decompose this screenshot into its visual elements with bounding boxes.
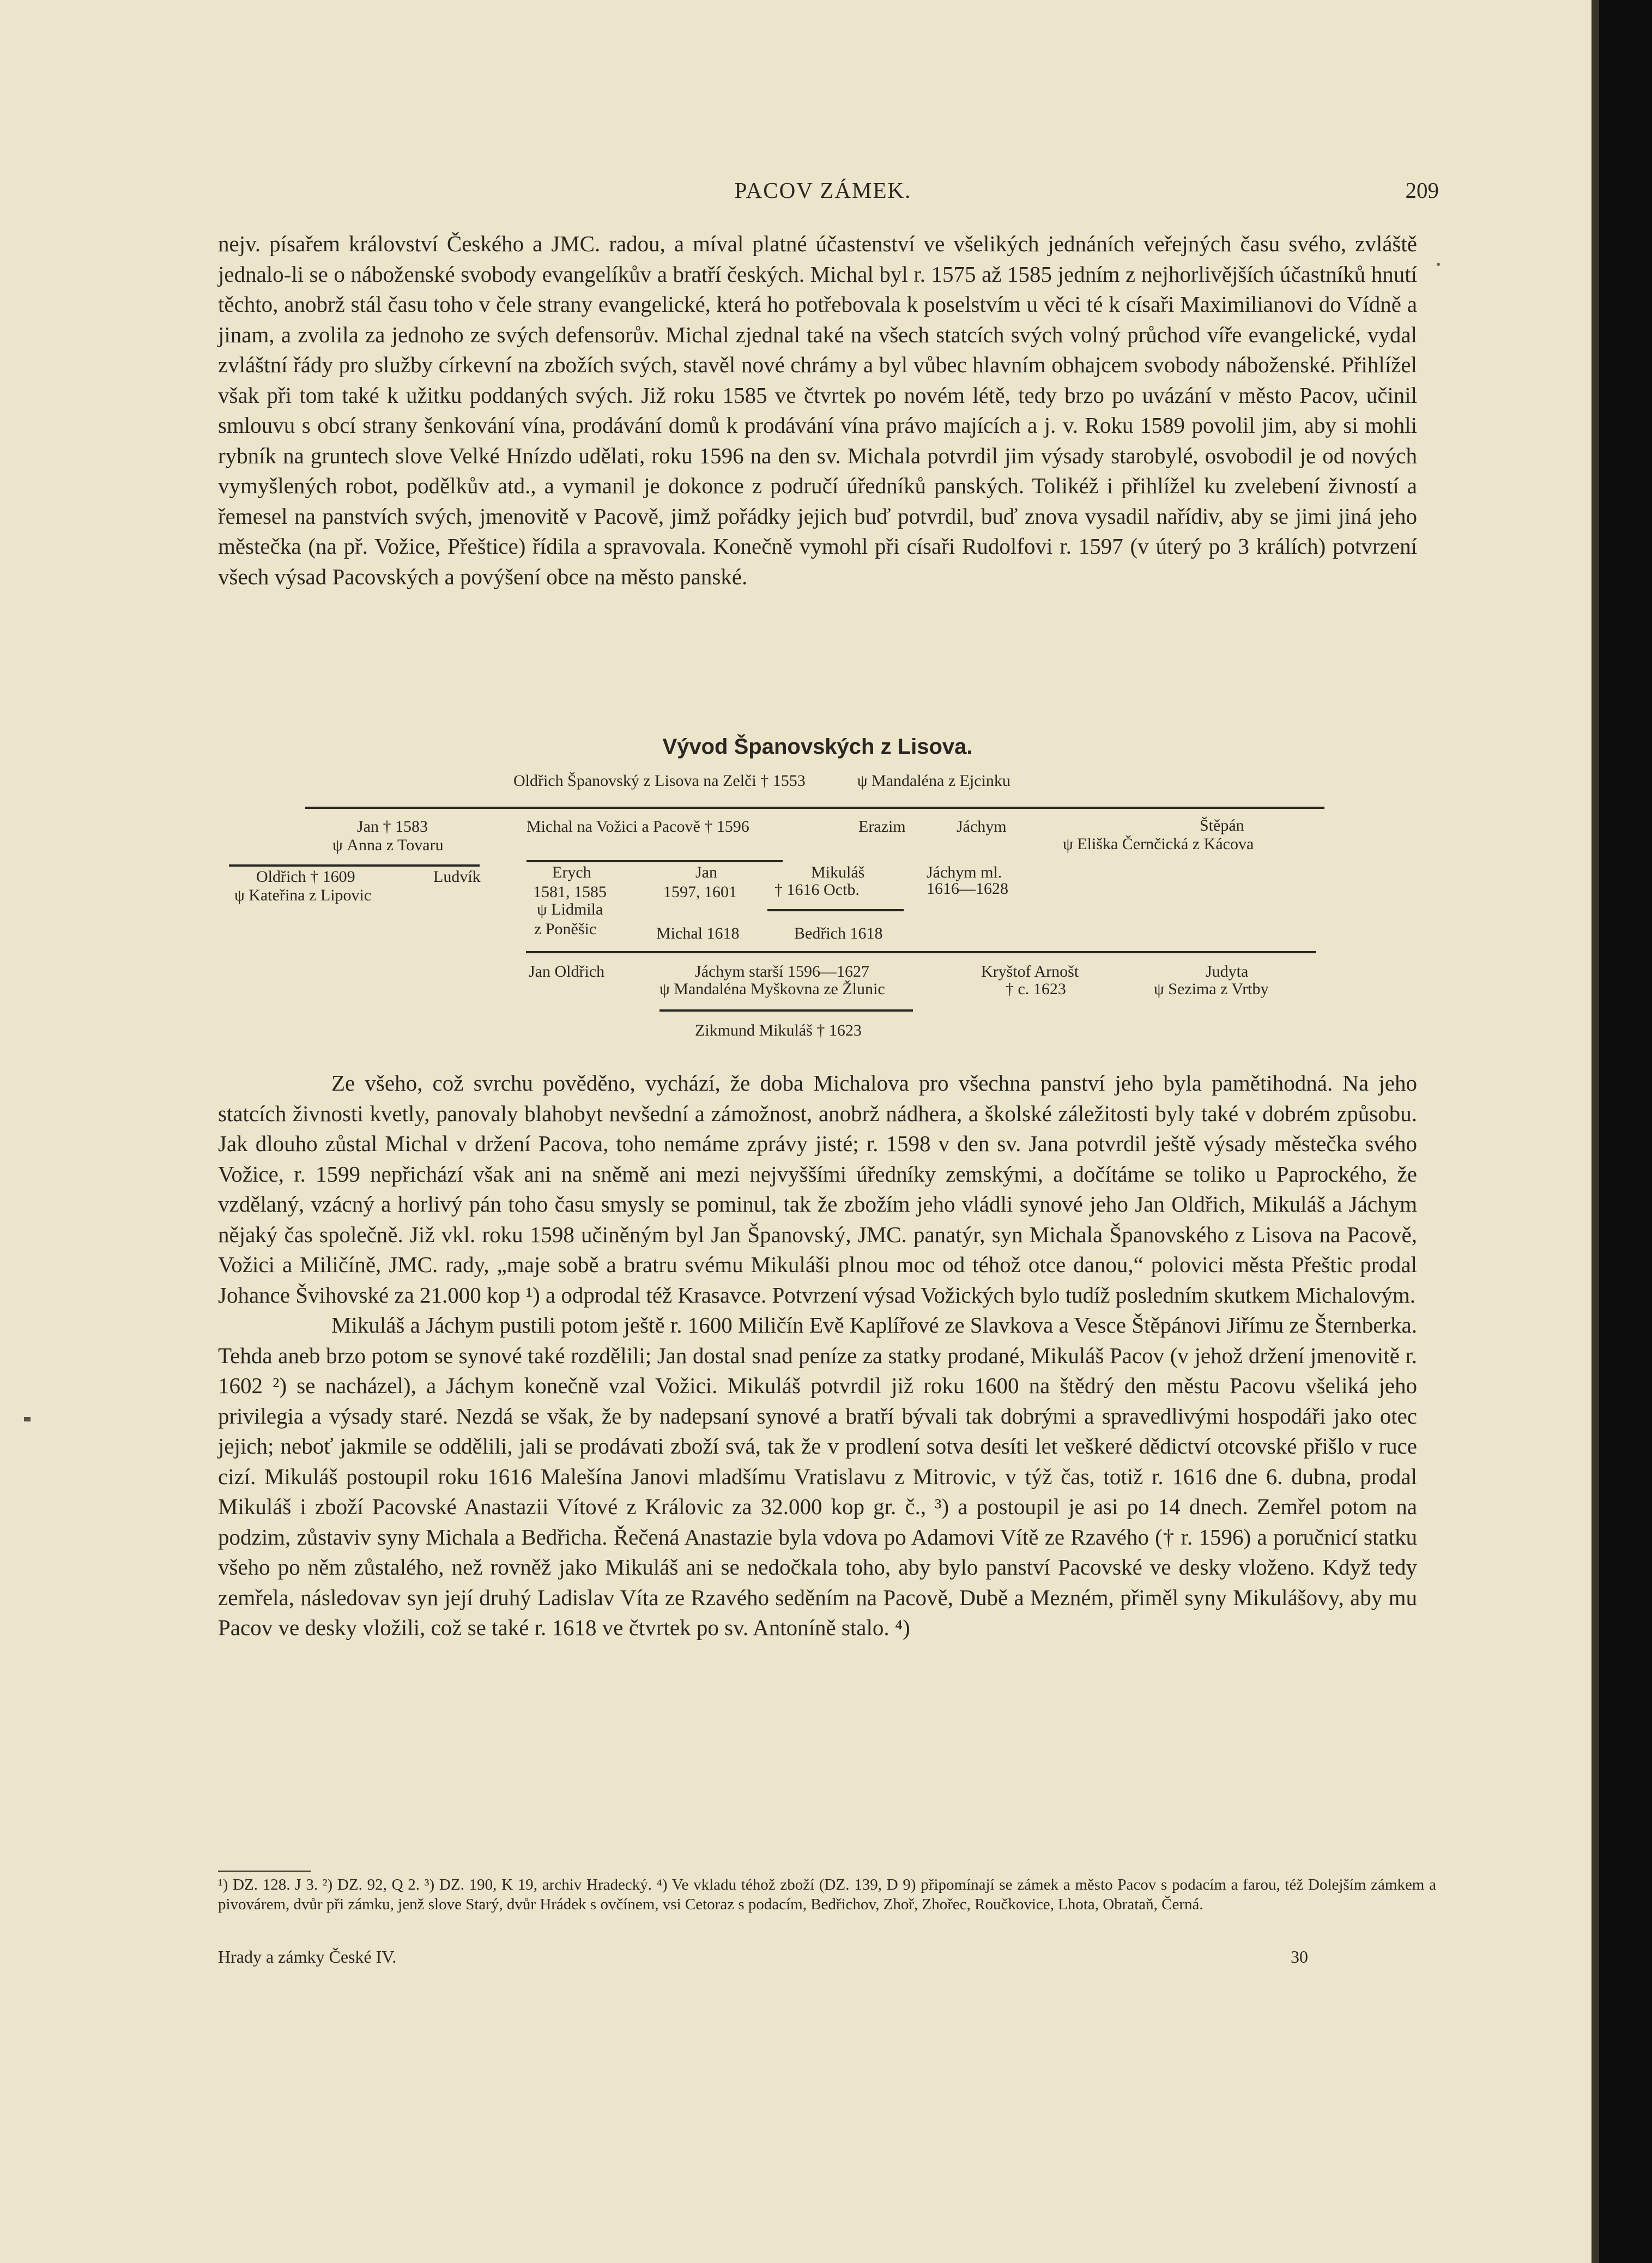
paragraph-2: Ze všeho, což svrchu pověděno, vychází, že doba Michalova pro všechna panství jeho byla pamětihodná. Na jeho statcích živnosti kvetly, panovaly blahobyt nevšední a zámožnost, anobrž nádhera, a školské záležitosti byly také v dobrém způsobu. Jak dlouho zůstal Michal v držení Pacova, toho nemáme zprávy jisté; r. 1598 v den sv. Jana potvrdil ještě výsady městečka svého Vožice, r. 1599 nepřichází však ani na sněmě ani mezi nejvyššími úředníky zemskými, a dočítáme se toliko u Paprockého, že vzdělaný, vzácný a horlivý pán toho času smysly se pominul, tak že zbožím jeho vládli synové jeho Jan Oldřich, Mikuláš a Jáchym nějaký čas společně. Již vkl. roku 1598 učiněným byl Jan Španovský, JMC. panatýr, syn Michala Španovského z Lisova na Pacově, Vožici a Miličíně, JMC. rady, „maje sobě a bratru svému Mikuláši plnou moc od téhož otce danou,“ polovici města Přeštic prodal Johance Švihovské za 21.000 kop ¹) a odprodal též Krasavce. Potvrzení výsad Vožických bylo tudíž posledním skutkem Michalovým. (218, 1070, 1417, 1308)
gen-jachym-st: Jáchym starší 1596—1627 (695, 963, 869, 981)
gen-rule-5 (659, 1009, 913, 1012)
footnote-rule (218, 1871, 311, 1872)
paragraphs-lower (218, 1068, 1417, 1643)
gen-jachym-ml-years: 1616—1628 (927, 880, 1008, 898)
gen-erazim: Erazim (858, 818, 906, 836)
scan-edge (1592, 0, 1652, 2263)
gen-root (513, 771, 1010, 791)
gen-judyta: Judyta (1206, 963, 1249, 981)
gen-erych-years: 1581, 1585 (533, 883, 607, 901)
gen-michal: Michal na Vožici a Pacově † 1596 (527, 818, 749, 836)
gen-root-left: Oldřich Španovský z Lisova na Zelči † 1553 (513, 772, 806, 790)
paragraph-1 (218, 229, 1417, 592)
gen-jan1-wife: ψ Anna z Tovaru (332, 836, 444, 854)
gen-jan-oldrich: Jan Oldřich (529, 963, 605, 981)
gen-stepan-wife: ψ Eliška Černčická z Kácova (1063, 835, 1254, 853)
scan-edge-band (1592, 0, 1599, 2263)
gen-ludvik: Ludvík (433, 868, 481, 886)
gen-mikulas-death: † 1616 Octb. (774, 881, 860, 899)
gen-judyta-husband: ψ Sezima z Vrtby (1154, 980, 1269, 998)
gen-rule-1 (305, 807, 1324, 809)
gen-jachym: Jáchym (957, 818, 1007, 836)
gen-krystof: Kryštof Arnošt (981, 963, 1079, 981)
margin-speck (1437, 263, 1440, 266)
gen-rule-3 (767, 909, 904, 911)
genealogy-title: Vývod Španovských z Lisova. (662, 735, 973, 759)
gen-stepan: Štěpán (1200, 816, 1244, 834)
gen-oldrich2-wife: ψ Kateřina z Lipovic (234, 886, 372, 904)
margin-mark (24, 1417, 31, 1421)
gen-erych: Erych (552, 863, 591, 881)
gen-oldrich2: Oldřich † 1609 (256, 868, 355, 886)
gen-erych-wife2: z Poněšic (534, 920, 597, 938)
footnotes: ¹) DZ. 128. J 3. ²) DZ. 92, Q 2. ³) DZ. 190, K 19, archiv Hradecký. ⁴) Ve vkladu téhož zboží (DZ. 139, D 9) připomínají se zámek a město Pacov s podacím a farou, též Dolejším zámkem a pivovárem, dvůr při zámku, jenž slove Starý, dvůr Hrádek s ovčínem, vsi Cetoraz s podacím, Bedřichov, Zhoř, Zhořec, Roučkovice, Lhota, Obrataň, Černá. (218, 1876, 1436, 1913)
gen-jan2: Jan (695, 863, 717, 881)
signature-number: 30 (1291, 1947, 1308, 1966)
gen-michal2: Michal 1618 (656, 924, 740, 942)
gen-mikulas: Mikuláš (811, 863, 865, 881)
gen-rule-4 (526, 951, 1316, 953)
gen-jachym-ml: Jáchym ml. (927, 863, 1002, 881)
gen-root-right: ψ Mandaléna z Ejcinku (857, 772, 1010, 790)
paragraph-3: Mikuláš a Jáchym pustili potom ještě r. 1600 Miličín Evě Kaplířové ze Slavkova a Vesce Štěpánovi Jiřímu ze Šternberka. Tehda aneb brzo potom se synové také rozdělili; Jan dostal snad peníze za statky prodané, Mikuláš Pacov (v jehož držení jmenovitě r. 1602 ²) se nacházel), a Jáchym konečně vzal Vožici. Mikuláš potvrdil již roku 1600 na štědrý den městu Pacovu všeliká jeho privilegia a výsady staré. Nezdá se však, že by nadepsaní synové a bratří bývali tak dobrými a spravedlivými hospodáři jako otec jejich; neboť jakmile se oddělili, jali se prodávati zboží svá, tak že v prodlení sotva desíti let veškeré dědictví otcovské přišlo v ruce cizí. Mikuláš postoupil roku 1616 Malešína Janovi mladšímu Vratislavu z Mitrovic, v týž čas, totiž r. 1616 dne 6. dubna, prodal Mikuláš i zboží Pacovské Anastazii Vítové z Královic za 32.000 kop gr. č., ³) a postoupil je asi po 14 dnech. Zemřel potom na podzim, zůstaviv syny Michala a Bedřicha. Řečená Anastazie byla vdova po Adamovi Vítě ze Rzavého († r. 1596) a poručnicí statku všeho po něm zůstalého, než rovněž jako Mikuláš ani se nedočkala toho, aby bylo panství Pacovské ve desky vloženo. Když tedy zemřela, následovav syn její druhý Ladislav Víta ze Rzavého seděním na Pacově, Dubě a Mezném, přiměl syny Mikulášovy, aby mu Pacov ve desky vložili, což se také r. 1618 ve čtvrtek po sv. Antoníně stalo. ⁴) (218, 1312, 1417, 1640)
gen-zikmund: Zikmund Mikuláš † 1623 (695, 1021, 862, 1039)
gen-krystof-death: † c. 1623 (1006, 980, 1066, 998)
gen-jan2-years: 1597, 1601 (663, 883, 737, 901)
footer-title: Hrady a zámky České IV. (218, 1947, 397, 1966)
running-header: PACOV ZÁMEK. (734, 178, 912, 203)
page-number: 209 (1405, 178, 1439, 203)
gen-jachym-st-wife: ψ Mandaléna Myškovna ze Žlunic (659, 980, 885, 998)
paragraph-1-text: nejv. písařem království Českého a JMC. radou, a míval platné účastenství ve všelikých jednáních veřejných času svého, zvláště jednalo-li se o náboženské svobody evangelíkův a bratří českých. Michal byl r. 1575 až 1585 jedním z nejhorlivějších účastníků hnutí těchto, anobrž stál času toho v čele strany evangelické, která ho potřebovala k poselstvím u věci té k císaři Maximilianovi do Vídně a jinam, a zvolila za jednoho ze svých defensorův. Michal zjednal také na všech statcích svých volný průchod víře evangelické, vydal zvláštní řády pro služby církevní na zbožích svých, stavěl nové chrámy a byl vůbec hlavním obhajcem svobody náboženské. Přihlížel však při tom také k užitku poddaných svých. Již roku 1585 ve čtvrtek po novém létě, tedy brzo po uvázání v město Pacov, učinil smlouvu s obcí strany šenkování vína, prodávání domů k prodávání vína právo majících a j. v. Roku 1589 povolil jim, aby si mohli rybník na gruntech slove Velké Hnízdo udělati, roku 1596 na den sv. Michala potvrdil jim výsady starobylé, osvobodil je od nových vymyšlených robot, podělkův atd., a vymanil je dokonce z područí úředníků panských. Tolikéž i přihlížel ku zvelebení živností a řemesel na panstvích svých, jmenovitě v Pacově, jimž pořádky jejich buď potvrdil, buď znova vysadil nařídiv, aby se jimi jiná jeho městečka (na př. Vožice, Přeštice) řídila a spravovala. Konečně vymohl při císaři Rudolfovi r. 1597 (v úterý po 3 králích) potvrzení všech výsad Pacovských a povýšení obce na město panské. (218, 231, 1417, 589)
gen-erych-wife1: ψ Lidmila (537, 900, 603, 918)
gen-jan1: Jan † 1583 (357, 818, 428, 836)
gen-bedrich: Bedřich 1618 (794, 924, 883, 942)
